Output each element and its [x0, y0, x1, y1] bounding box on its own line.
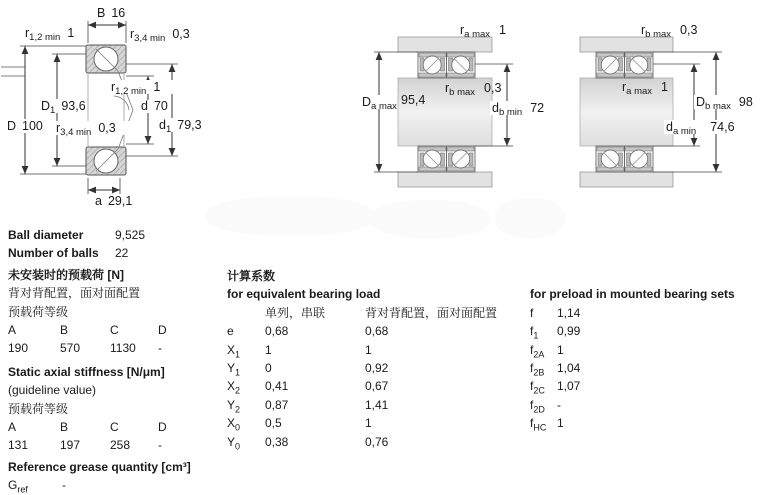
preload-class-label: 预载荷等级 — [8, 304, 69, 319]
calc-row — [227, 341, 523, 359]
calc-row — [227, 359, 523, 377]
col-header: A — [8, 323, 17, 338]
number-of-balls-row — [8, 244, 224, 262]
stiffness-class-label: 预载荷等级 — [8, 401, 69, 416]
cell: 1 — [365, 342, 372, 357]
col-header: A — [8, 420, 17, 435]
calc-col2-header: 背对背配置，面对面配置 — [365, 305, 498, 320]
stiffness-title: Static axial stiffness [N/μm] — [8, 364, 165, 379]
dim-label-Da-max: $D_{a max}$ — [362, 95, 397, 112]
preload-subtitle: 背对背配置，面对面配置 — [8, 286, 141, 301]
dim-label-r12-top: $r_{1,2 min}$ 1 — [25, 26, 75, 43]
calc-row — [227, 414, 523, 432]
calc-title: 计算系数 — [227, 269, 276, 283]
number-of-balls-label: Number of balls — [8, 246, 99, 261]
cell: 1 — [265, 342, 272, 357]
cell: 1130 — [110, 341, 136, 356]
calc-row — [227, 322, 523, 340]
calc-col1-header: 单列，串联 — [265, 305, 326, 320]
preload-value-row — [8, 339, 224, 357]
dim-label-Db-max: $D_{b max}$ 98 — [696, 95, 753, 112]
grease-symbol: $G_{ref}$ — [8, 478, 28, 495]
dim-label-da-min: $d_{a min}$ 74,6 — [666, 120, 735, 137]
cell: 0,41 — [265, 379, 289, 394]
cell: 1,14 — [557, 305, 581, 320]
spec-column — [8, 226, 224, 495]
bearing-cross-section-drawing — [0, 0, 205, 215]
factor-row — [530, 341, 758, 359]
mounted-set-drawing-left — [356, 0, 546, 215]
factor-symbol: $f_1$ — [530, 324, 539, 341]
ball-diameter-value: 9,525 — [115, 228, 146, 242]
dim-label-r34-mid: $r_{3,4 min}$ 0,3 — [56, 121, 116, 138]
factor-symbol: $f_{HC}$ — [530, 416, 547, 433]
factor-symbol: f — [530, 305, 534, 320]
preload-header-row — [8, 321, 224, 339]
factor-row — [530, 414, 758, 432]
cell: - — [158, 341, 162, 356]
cell: 1,41 — [365, 397, 389, 412]
col-header: D — [158, 323, 167, 338]
cell: 197 — [60, 438, 81, 453]
ball-diameter-row — [8, 226, 224, 244]
factor-row — [530, 396, 758, 414]
stiffness-header-row — [8, 418, 224, 436]
factor-row — [530, 322, 758, 340]
cell: 1 — [365, 416, 372, 431]
preload-factors-column — [530, 267, 758, 433]
cell: 1 — [557, 416, 564, 431]
number-of-balls-value: 22 — [115, 246, 129, 261]
dim-label-d1: $d_1$ 79,3 — [159, 118, 202, 135]
factor-symbol: $f_{2B}$ — [530, 361, 545, 378]
ball-diameter-label: Ball diameter — [8, 228, 84, 242]
grease-title: Reference grease quantity [cm³] — [8, 459, 191, 474]
dim-label-db-min: $d_{b min}$ 72 — [492, 101, 545, 118]
cell: 0,38 — [265, 434, 289, 449]
factor-symbol: e — [227, 324, 234, 339]
factor-symbol: $Y_0$ — [227, 434, 241, 452]
cell: 0,68 — [265, 324, 289, 339]
dim-label-rb-max: $r_{b max}$ 0,3 — [445, 81, 502, 98]
calc-row — [227, 396, 523, 414]
factor-symbol: $f_{2D}$ — [530, 397, 545, 415]
empty-cell — [227, 304, 265, 322]
dim-label-ra-max: $r_{a max}$ 1 — [622, 80, 668, 97]
cell: 0,67 — [365, 379, 389, 394]
col-header: B — [60, 420, 69, 435]
factor-row — [530, 377, 758, 395]
dim-label-r12-mid: $r_{1,2 min}$ 1 — [111, 80, 161, 97]
dim-label-d: d 70 — [141, 99, 168, 113]
cell: 1 — [557, 342, 564, 357]
cell: 0,5 — [265, 416, 282, 431]
factor-symbol: $f_{2C}$ — [530, 379, 545, 396]
cell: 0,68 — [365, 324, 389, 339]
cell: 0,92 — [365, 361, 389, 376]
grease-row — [8, 476, 224, 494]
cell: 1,07 — [557, 379, 581, 394]
dim-label-D1: $D_1$ 93,6 — [41, 99, 86, 116]
dim-label-a: a 29,1 — [95, 194, 133, 208]
factor-symbol: $Y_2$ — [227, 397, 241, 415]
col-header: B — [60, 323, 69, 338]
preload-title: 未安装时的预载荷 [N] — [8, 267, 124, 282]
dim-label-rb-max: $r_{b max}$ 0,3 — [641, 23, 698, 40]
cell: - — [158, 438, 162, 453]
housing-and-shaft — [398, 37, 492, 187]
spacer — [530, 267, 758, 285]
calc-factors-column — [227, 267, 523, 451]
dim-label-r34-top: $r_{3,4 min}$ 0,3 — [130, 27, 190, 44]
dim-label-ra-max: $r_{a max}$ 1 — [460, 23, 506, 40]
factor-symbol: $X_0$ — [227, 416, 241, 433]
dim-label-D: D 100 — [7, 119, 43, 133]
calc-row — [227, 377, 523, 395]
cell: 1,04 — [557, 361, 581, 376]
mounted-set-drawing-right — [578, 0, 760, 215]
preload-factors-title: for preload in mounted bearing sets — [530, 287, 735, 302]
cell: 0,76 — [365, 434, 389, 449]
factor-symbol: $Y_1$ — [227, 361, 241, 378]
factor-row — [530, 359, 758, 377]
cell: 570 — [60, 341, 81, 356]
stiffness-subtitle: (guideline value) — [8, 383, 97, 398]
factor-symbol: $X_1$ — [227, 342, 241, 360]
factor-row — [530, 304, 758, 322]
col-header: C — [110, 323, 119, 338]
calc-subtitle: for equivalent bearing load — [227, 287, 381, 302]
grease-value: - — [62, 478, 66, 493]
cell: 131 — [8, 438, 29, 453]
calc-header-row — [227, 304, 523, 322]
dim-value-Da-max: 95,4 — [401, 93, 426, 107]
watermark — [205, 196, 375, 236]
factor-symbol: $f_{2A}$ — [530, 342, 545, 359]
cell: 0 — [265, 361, 272, 376]
stiffness-value-row — [8, 436, 224, 454]
cell: 190 — [8, 341, 29, 356]
cell: - — [557, 397, 561, 412]
factor-symbol: $X_2$ — [227, 379, 241, 396]
cell: 0,87 — [265, 397, 289, 412]
calc-row — [227, 433, 523, 451]
cell: 0,99 — [557, 324, 581, 339]
cell: 258 — [110, 438, 131, 453]
col-header: D — [158, 420, 167, 435]
col-header: C — [110, 420, 119, 435]
dim-label-B: B 16 — [97, 6, 126, 20]
bearing-body — [86, 45, 133, 175]
